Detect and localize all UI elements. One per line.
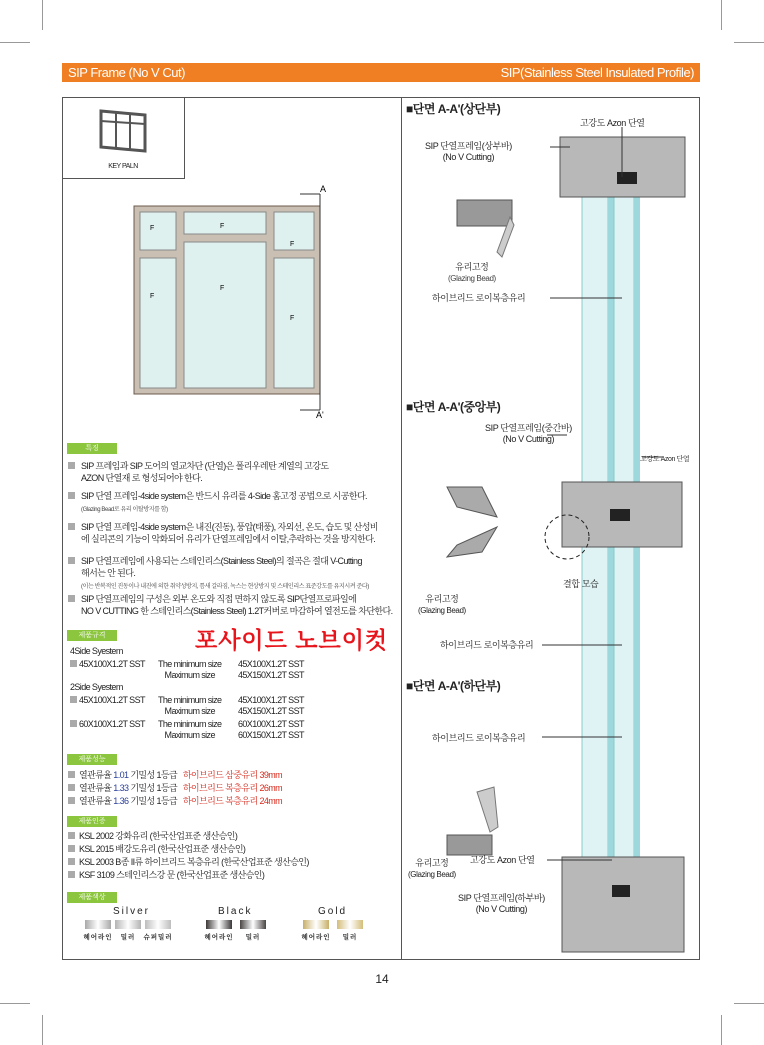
section-drawing	[402, 97, 699, 959]
feature-item: SIP 단열 프레임-4side system은 반드시 유리를 4-Side 홈고정 공법으로 시공한다. (Glazing Bead로 유리 이탈방지를 함)	[68, 490, 367, 516]
certs-tag: 제품인증	[67, 816, 117, 827]
crop-mark	[721, 1015, 722, 1045]
color-group-silver: Silver	[113, 906, 151, 917]
headline: 포사이드 노브이컷	[195, 627, 389, 653]
swatch-label: 헤어라인	[301, 934, 331, 941]
swatch	[145, 920, 171, 929]
panel-label: F	[220, 223, 225, 230]
cert-item: KSL 2003 B종 II류 하이브리드 복층유리 (한국산업표준 생산승인)	[68, 857, 309, 868]
feature-item: SIP 프레임과 SIP 도어의 열교차단 (단열)은 폴리우레탄 계열의 고강도 AZON 단열재 로 형성되어야 한다.	[68, 460, 328, 484]
cert-item: KSL 2015 배강도유리 (한국산업표준 생산승인)	[68, 844, 245, 855]
crop-mark	[721, 0, 722, 30]
cert-item: KSL 2002 강화유리 (한국산업표준 생산승인)	[68, 831, 237, 842]
swatch-label: 헤어라인	[204, 934, 234, 941]
swatch	[303, 920, 329, 929]
performance-row: 열관류율 1.01 기밀성 1등급 하이브리드 삼중유리 39mm	[68, 770, 282, 781]
system-4side: 4Side Syestem	[70, 646, 123, 656]
colors-tag: 제품색상	[67, 892, 117, 903]
key-plan	[62, 97, 185, 179]
label-frame-top: SIP 단열프레임(상부바) (No V Cutting)	[425, 141, 512, 162]
crop-mark	[42, 1015, 43, 1045]
performance-row: 열관류율 1.36 기밀성 1등급 하이브리드 복층유리 24mm	[68, 796, 282, 807]
performance-row: 열관류율 1.33 기밀성 1등급 하이브리드 복층유리 26mm	[68, 783, 282, 794]
key-plan-label: KEY PALN	[108, 163, 138, 170]
system-2side: 2Side Syestem	[70, 682, 123, 692]
section-title-middle: ■단면 A-A'(중앙부)	[406, 400, 501, 414]
label-glass: 하이브리드 로이복층유리	[432, 733, 526, 743]
page-header	[62, 63, 700, 82]
label-glass: 하이브리드 로이복층유리	[432, 293, 526, 303]
label-bead: 유리고정 (Glazing Bead)	[408, 858, 456, 879]
panel-label: F	[150, 225, 155, 232]
specs-tag: 제품규격	[67, 630, 117, 641]
performance-tag: 제품성능	[67, 754, 117, 765]
swatch-label: 밀러	[120, 934, 136, 941]
panel-label: F	[220, 285, 225, 292]
panel-label: F	[290, 241, 295, 248]
swatch-label: 슈퍼밀러	[143, 934, 173, 941]
swatch	[85, 920, 111, 929]
crop-mark	[734, 1003, 764, 1004]
spec-row: 45X100X1.2T SST	[70, 695, 145, 706]
swatch-label: 밀러	[245, 934, 261, 941]
label-azon: 고강도 Azon 단열	[580, 118, 645, 128]
section-title-bottom: ■단면 A-A'(하단부)	[406, 679, 501, 693]
feature-item: SIP 단열 프레임-4side system은 내진(진동), 풍압(태풍), 자외선, 온도, 습도 및 산성비 에 실리콘의 기능이 악화되어 유리가 단열프레임에서 이탈,추락하는 것을 방지한다.	[68, 521, 378, 545]
label-azon: 고강도 Azon 단열	[640, 456, 690, 463]
label-bead: 유리고정 (Glazing Bead)	[448, 262, 496, 283]
crop-mark	[0, 42, 30, 43]
label-azon: 고강도 Azon 단열	[470, 855, 535, 865]
color-group-gold: Gold	[318, 906, 348, 917]
swatch	[115, 920, 141, 929]
window-elevation-drawing	[120, 180, 340, 420]
key-plan-icon	[97, 107, 149, 155]
label-frame-bottom: SIP 단열프레임(하부바) (No V Cutting)	[458, 893, 545, 914]
label-joint: 결합 모습	[563, 579, 599, 589]
color-group-black: Black	[218, 906, 253, 917]
swatch	[337, 920, 363, 929]
label-frame-mid: SIP 단열프레임(중간바) (No V Cutting)	[485, 423, 572, 444]
section-marker-a: A	[320, 184, 327, 194]
spec-row: 60X100X1.2T SST	[70, 719, 145, 730]
crop-mark	[734, 42, 764, 43]
crop-mark	[42, 0, 43, 30]
cert-item: KSF 3109 스테인리스강 문 (한국산업표준 생산승인)	[68, 870, 264, 881]
spec-row: 45X100X1.2T SST	[70, 659, 145, 670]
header-right: SIP(Stainless Steel Insulated Profile)	[500, 65, 694, 80]
section-title-top: ■단면 A-A'(상단부)	[406, 102, 501, 116]
page-number: 14	[375, 972, 389, 986]
label-bead: 유리고정 (Glazing Bead)	[418, 594, 466, 615]
panel-label: F	[290, 315, 295, 322]
header-left: SIP Frame (No V Cut)	[68, 65, 185, 80]
swatch-label: 밀러	[342, 934, 358, 941]
swatch	[206, 920, 232, 929]
swatch-label: 헤어라인	[83, 934, 113, 941]
crop-mark	[0, 1003, 30, 1004]
features-tag: 특징	[67, 443, 117, 454]
label-glass: 하이브리드 로이복층유리	[440, 640, 534, 650]
panel-label: F	[150, 293, 155, 300]
feature-item: SIP 단열프레임에 사용되는 스테인리스(Stainless Steel)의 절곡은 절대 V-Cutting 해서는 안 된다. (이는 반복적인 진동이나 내진에 의한 취약성방지, 틈새 갈라짐, 녹스는 현상방지 및 스테인리스 표준강도를 유지시켜 준다)	[68, 555, 369, 593]
swatch	[240, 920, 266, 929]
section-marker-a-prime: A'	[316, 410, 324, 420]
feature-item: SIP 단열프레임의 구성은 외부 온도와 직접 면하지 않도록 SIP단열프로파일에 NO V CUTTING 한 스테인리스(Stainless Steel) 1.2T커버로 마감하여 열전도를 차단한다.	[68, 593, 393, 617]
